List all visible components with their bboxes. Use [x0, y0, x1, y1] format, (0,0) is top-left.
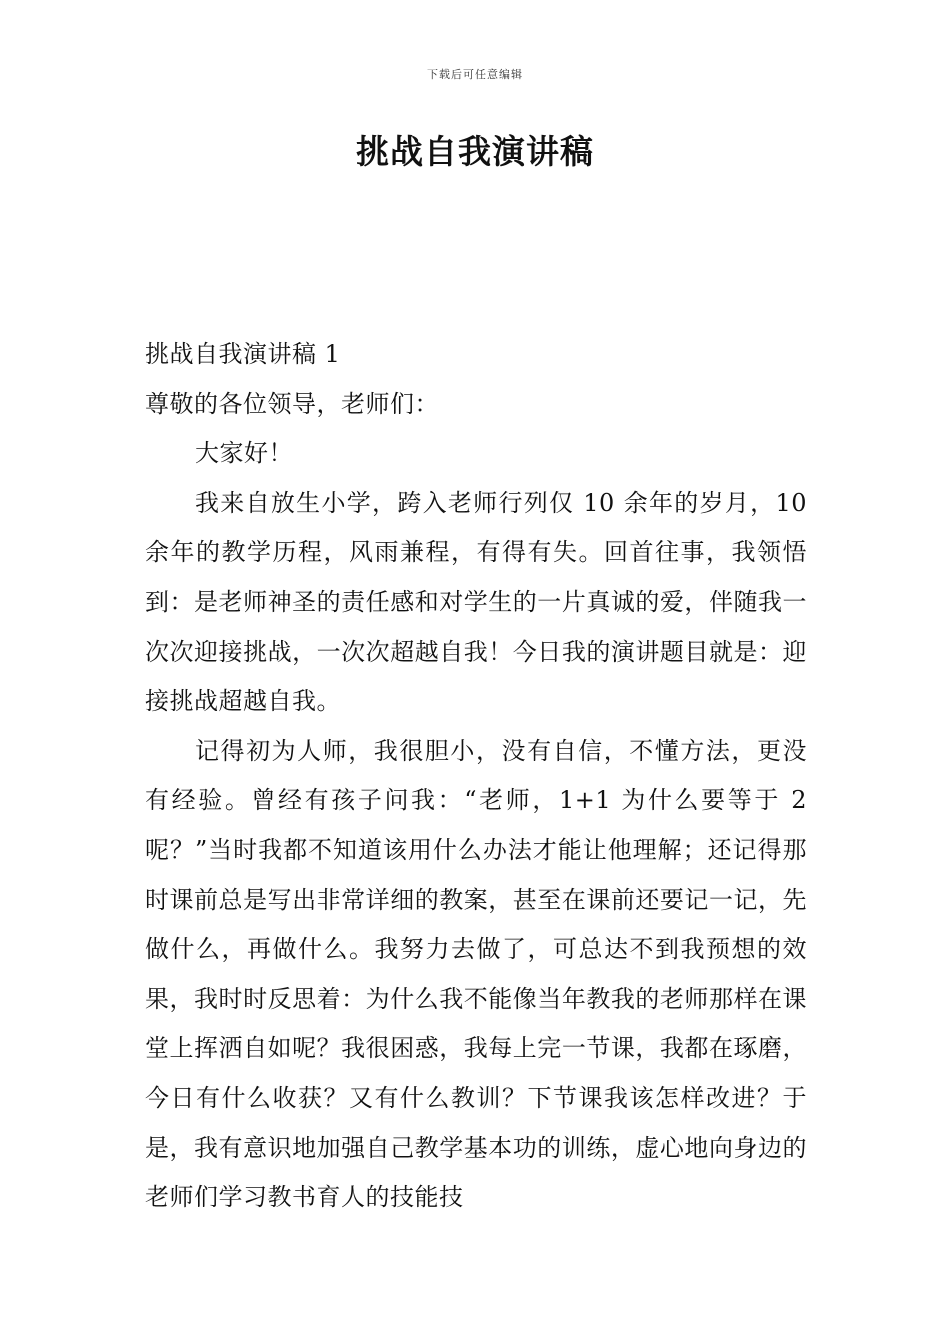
document-body	[145, 330, 807, 1223]
greeting: 大家好！	[195, 439, 293, 468]
paragraph: 记得初为人师，我很胆小，没有自信，不懂方法，更没有经验。曾经有孩子问我：“老师，1+1 为什么要等于 2 呢？”当时我都不知道该用什么办法才能让他理解；还记得那时课前总是写出非常详细的教案，甚至在课前还要记一记，先做什么，再做什么。我努力去做了，可总达不到我预想的效果，我时时反思着：为什么我不能像当年教我的老师那样在课堂上挥洒自如呢？我很困惑，我每上完一节课，我都在琢磨，今日有什么收获？又有什么教训？下节课我该怎样改进？于是，我有意识地加强自己教学基本功的训练，虚心地向身边的老师们学习教书育人的技能技	[145, 736, 807, 1212]
salutation: 尊敬的各位领导，老师们：	[145, 389, 439, 418]
document-title: 挑战自我演讲稿	[356, 132, 594, 171]
paragraph: 我来自放生小学，跨入老师行列仅 10 余年的岁月，10 余年的教学历程，风雨兼程，有得有失。回首往事，我领悟到：是老师神圣的责任感和对学生的一片真诚的爱，伴随我一次次迎接挑战，一次次超越自我！今日我的演讲题目就是：迎接挑战超越自我。	[145, 488, 807, 716]
header-note: 下载后可任意编辑	[427, 68, 523, 81]
section-heading: 挑战自我演讲稿 1	[145, 340, 341, 368]
